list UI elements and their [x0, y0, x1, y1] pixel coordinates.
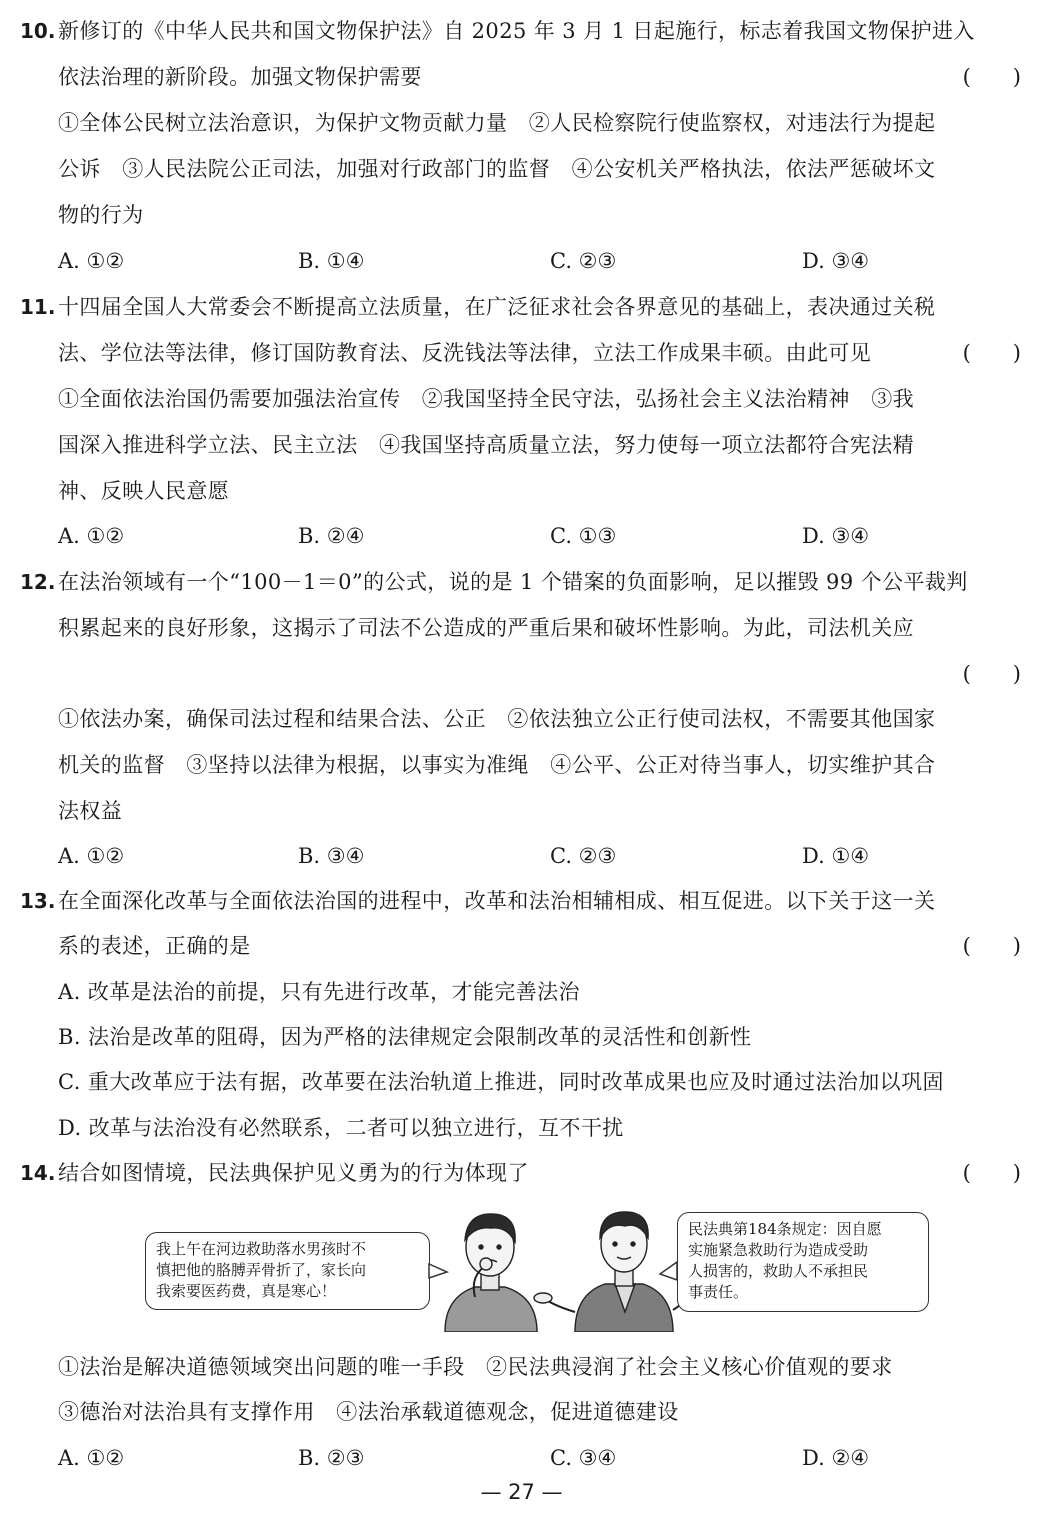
question-10-option-a: A. ①②: [58, 249, 125, 273]
question-11-line-5: 神、反映人民意愿: [58, 479, 230, 503]
question-13-line-2: 系的表述，正确的是: [58, 934, 251, 958]
question-10-line-5: 物的行为: [58, 203, 144, 227]
question-13-option-a: A. 改革是法治的前提，只有先进行改革，才能完善法治: [58, 980, 580, 1004]
question-13-option-c: C. 重大改革应于法有据，改革要在法治轨道上推进，同时改革成果也应及时通过法治加以巩固: [58, 1070, 944, 1094]
question-14-option-d: D. ②④: [802, 1446, 870, 1470]
question-11-line-4: 国深入推进科学立法、民主立法 ④我国坚持高质量立法，努力使每一项立法都符合宪法精: [58, 433, 914, 457]
question-12-line-6: 法权益: [58, 799, 123, 823]
question-14-line-2: ①法治是解决道德领域突出问题的唯一手段 ②民法典浸润了社会主义核心价值观的要求: [58, 1355, 893, 1379]
question-12-answer-blank: ( ): [962, 662, 1021, 686]
page-number: — 27 —: [480, 1480, 563, 1504]
left-speech-bubble: 我上午在河边救助落水男孩时不 慎把他的胳膊弄骨折了，家长向 我索要医药费，真是寒心！: [145, 1232, 430, 1310]
question-14-option-a: A. ①②: [58, 1446, 125, 1470]
question-10-option-b: B. ①④: [298, 249, 365, 273]
question-12-number: 12.: [20, 570, 56, 594]
question-13-number: 13.: [20, 889, 56, 913]
question-13-line-1: 在全面深化改革与全面依法治国的进程中，改革和法治相辅相成、相互促进。以下关于这一关: [58, 889, 936, 913]
question-12-option-c: C. ②③: [550, 844, 617, 868]
question-12-line-2: 积累起来的良好形象，这揭示了司法不公造成的严重后果和破坏性影响。为此，司法机关应: [58, 616, 914, 640]
question-11-line-1: 十四届全国人大常委会不断提高立法质量，在广泛征求社会各界意见的基础上，表决通过关税: [58, 295, 936, 319]
right-speech-bubble: 民法典第184条规定：因自愿 实施紧急救助行为造成受助 人损害的，救助人不承担民 事责任。: [677, 1212, 929, 1312]
question-12-option-b: B. ③④: [298, 844, 365, 868]
question-11-option-b: B. ②④: [298, 524, 365, 548]
question-13-option-d: D. 改革与法治没有必然联系，二者可以独立进行，互不干扰: [58, 1116, 624, 1140]
question-10-option-d: D. ③④: [802, 249, 870, 273]
question-10-answer-blank: ( ): [962, 65, 1021, 89]
question-14-option-c: C. ③④: [550, 1446, 617, 1470]
question-11-number: 11.: [20, 295, 56, 319]
question-12-option-d: D. ①④: [802, 844, 870, 868]
question-10-option-c: C. ②③: [550, 249, 617, 273]
question-10-number: 10.: [20, 19, 56, 43]
question-12-line-1: 在法治领域有一个“100－1＝0”的公式，说的是 1 个错案的负面影响，足以摧毁 99 个公平裁判: [58, 570, 968, 594]
question-14-answer-blank: ( ): [962, 1161, 1021, 1185]
question-12-line-4: ①依法办案，确保司法过程和结果合法、公正 ②依法独立公正行使司法权，不需要其他国家: [58, 707, 936, 731]
question-13-answer-blank: ( ): [962, 934, 1021, 958]
question-11-option-d: D. ③④: [802, 524, 870, 548]
question-14-line-1: 结合如图情境，民法典保护见义勇为的行为体现了: [58, 1161, 529, 1185]
question-10-line-3: ①全体公民树立法治意识，为保护文物贡献力量 ②人民检察院行使监察权，对违法行为提起: [58, 111, 936, 135]
question-11-option-c: C. ①③: [550, 524, 617, 548]
question-12-line-5: 机关的监督 ③坚持以法律为根据，以事实为准绳 ④公平、公正对待当事人，切实维护其合: [58, 753, 936, 777]
question-10-line-1: 新修订的《中华人民共和国文物保护法》自 2025 年 3 月 1 日起施行，标志着我国文物保护进入: [58, 19, 975, 43]
question-11-option-a: A. ①②: [58, 524, 125, 548]
question-11-answer-blank: ( ): [962, 341, 1021, 365]
boy-figure: [445, 1214, 537, 1332]
question-12-option-a: A. ①②: [58, 844, 125, 868]
question-11-line-3: ①全面依法治国仍需要加强法治宣传 ②我国坚持全民守法，弘扬社会主义法治精神 ③我: [58, 387, 914, 411]
question-14-illustration: [145, 1202, 930, 1332]
question-11-line-2: 法、学位法等法律，修订国防教育法、反洗钱法等法律，立法工作成果丰硕。由此可见: [58, 341, 872, 365]
question-14-number: 14.: [20, 1161, 56, 1185]
question-10-line-4: 公诉 ③人民法院公正司法，加强对行政部门的监督 ④公安机关严格执法，依法严惩破坏文: [58, 157, 936, 181]
question-14-line-3: ③德治对法治具有支撑作用 ④法治承载道德观念，促进道德建设: [58, 1400, 679, 1424]
question-10-line-2: 依法治理的新阶段。加强文物保护需要: [58, 65, 422, 89]
question-13-option-b: B. 法治是改革的阻碍，因为严格的法律规定会限制改革的灵活性和创新性: [58, 1025, 752, 1049]
question-14-option-b: B. ②③: [298, 1446, 365, 1470]
